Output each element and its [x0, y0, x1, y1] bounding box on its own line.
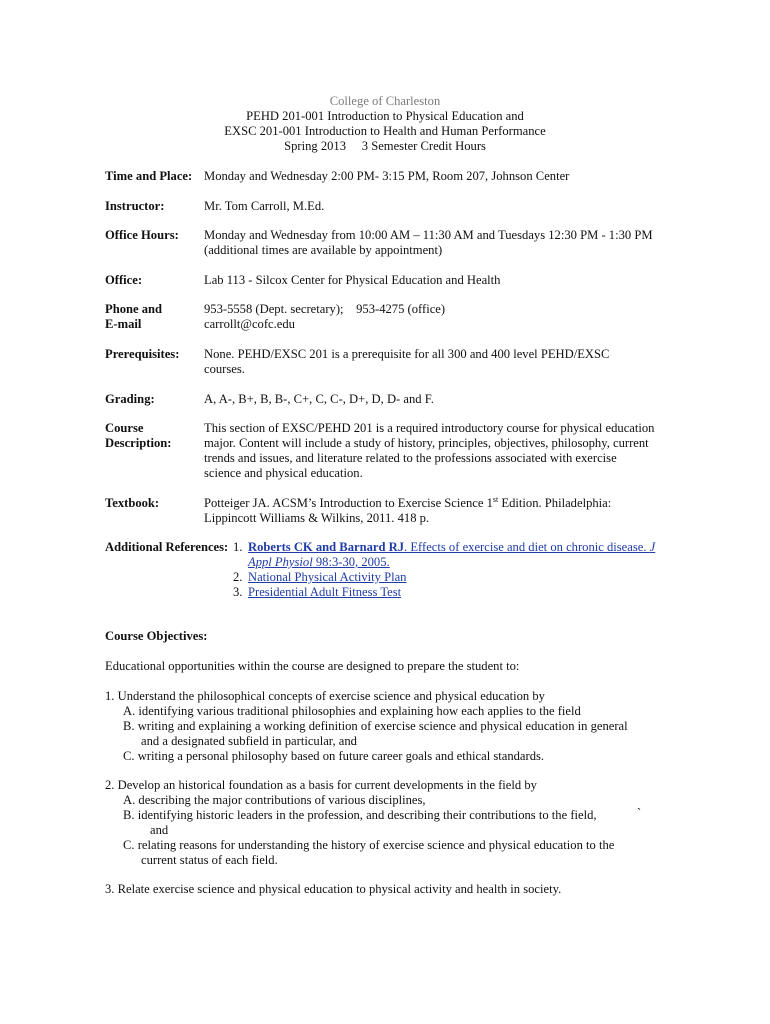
objective-1a: A. identifying various traditional philosophies and explaining how each applies to the field — [123, 704, 581, 718]
reference-1-link[interactable]: Roberts CK and Barnard RJ. Effects of exercise and diet on chronic disease. J — [248, 540, 656, 554]
phone-label: Phone and — [105, 302, 163, 316]
office-label: Office: — [105, 273, 143, 287]
prereq-line2: courses. — [204, 362, 245, 376]
office-value: Lab 113 - Silcox Center for Physical Education and Health — [204, 273, 501, 287]
textbook-line2: Lippincott Williams & Wilkins, 2011. 418 p. — [204, 511, 430, 525]
reference-3-link[interactable]: Presidential Adult Fitness Test — [248, 585, 402, 599]
time-place-label: Time and Place: — [105, 169, 193, 183]
objective-2b-line2: and — [150, 823, 169, 837]
objective-2: 2. Develop an historical foundation as a basis for current developments in the field by — [105, 778, 537, 792]
description-line3: trends and issues, and literature related to the professions associated with exercise — [204, 451, 617, 465]
college-name: College of Charleston — [329, 94, 441, 108]
email-label: E-mail — [105, 317, 142, 331]
reference-3-number: 3. — [233, 585, 243, 599]
objective-1: 1. Understand the philosophical concepts of exercise science and physical education by — [105, 689, 545, 703]
objective-1b-line1: B. writing and explaining a working definition of exercise science and physical education in general — [123, 719, 628, 733]
phone-value: 953-5558 (Dept. secretary); 953-4275 (office) — [204, 302, 446, 316]
objectives-heading: Course Objectives: — [105, 629, 208, 643]
instructor-value: Mr. Tom Carroll, M.Ed. — [204, 199, 325, 213]
prereq-line1: None. PEHD/EXSC 201 is a prerequisite for all 300 and 400 level PEHD/EXSC — [204, 347, 610, 361]
grading-value: A, A-, B+, B, B-, C+, C, C-, D+, D, D- and F. — [204, 392, 434, 406]
course-title-2: EXSC 201-001 Introduction to Health and Human Performance — [224, 124, 546, 138]
objective-1b-line2: and a designated subfield in particular, and — [141, 734, 357, 748]
objective-2b-line1: B. identifying historic leaders in the profession, and describing their contributions to the field, — [123, 808, 597, 822]
term-credits: Spring 2013 3 Semester Credit Hours — [284, 139, 486, 153]
prereq-label: Prerequisites: — [105, 347, 180, 361]
stray-mark: ` — [637, 806, 642, 820]
email-value: carrollt@cofc.edu — [204, 317, 295, 331]
office-hours-label: Office Hours: — [105, 228, 179, 242]
description-line1: This section of EXSC/PEHD 201 is a required introductory course for physical education — [204, 421, 655, 435]
description-line2: major. Content will include a study of history, principles, objectives, philosophy, current — [204, 436, 649, 450]
course-title-1: PEHD 201-001 Introduction to Physical Education and — [246, 109, 524, 123]
objective-2c-line1: C. relating reasons for understanding the history of exercise science and physical education to the — [123, 838, 615, 852]
objective-2a: A. describing the major contributions of various disciplines, — [123, 793, 426, 807]
objective-1c: C. writing a personal philosophy based on future career goals and ethical standards. — [123, 749, 545, 763]
textbook-line1: Potteiger JA. ACSM’s Introduction to Exercise Science 1st Edition. Philadelphia: — [204, 494, 612, 510]
time-place-value: Monday and Wednesday 2:00 PM- 3:15 PM, Room 207, Johnson Center — [204, 169, 570, 183]
textbook-label: Textbook: — [105, 496, 160, 510]
objectives-intro: Educational opportunities within the course are designed to prepare the student to: — [105, 659, 520, 673]
description-line4: science and physical education. — [204, 466, 363, 480]
grading-label: Grading: — [105, 392, 155, 406]
objective-2c-line2: current status of each field. — [141, 853, 278, 867]
references-label: Additional References: — [105, 540, 229, 554]
reference-2-number: 2. — [233, 570, 243, 584]
office-hours-line1: Monday and Wednesday from 10:00 AM – 11:30 AM and Tuesdays 12:30 PM - 1:30 PM — [204, 228, 653, 242]
reference-1-link-cont[interactable]: Appl Physiol 98:3-30, 2005. — [248, 555, 390, 569]
reference-1-number: 1. — [233, 540, 243, 554]
description-label-1: Course — [105, 421, 144, 435]
description-label-2: Description: — [105, 436, 172, 450]
instructor-label: Instructor: — [105, 199, 165, 213]
reference-2-link[interactable]: National Physical Activity Plan — [248, 570, 407, 584]
objective-3: 3. Relate exercise science and physical education to physical activity and health in society. — [105, 882, 562, 896]
office-hours-line2: (additional times are available by appointment) — [204, 243, 443, 257]
